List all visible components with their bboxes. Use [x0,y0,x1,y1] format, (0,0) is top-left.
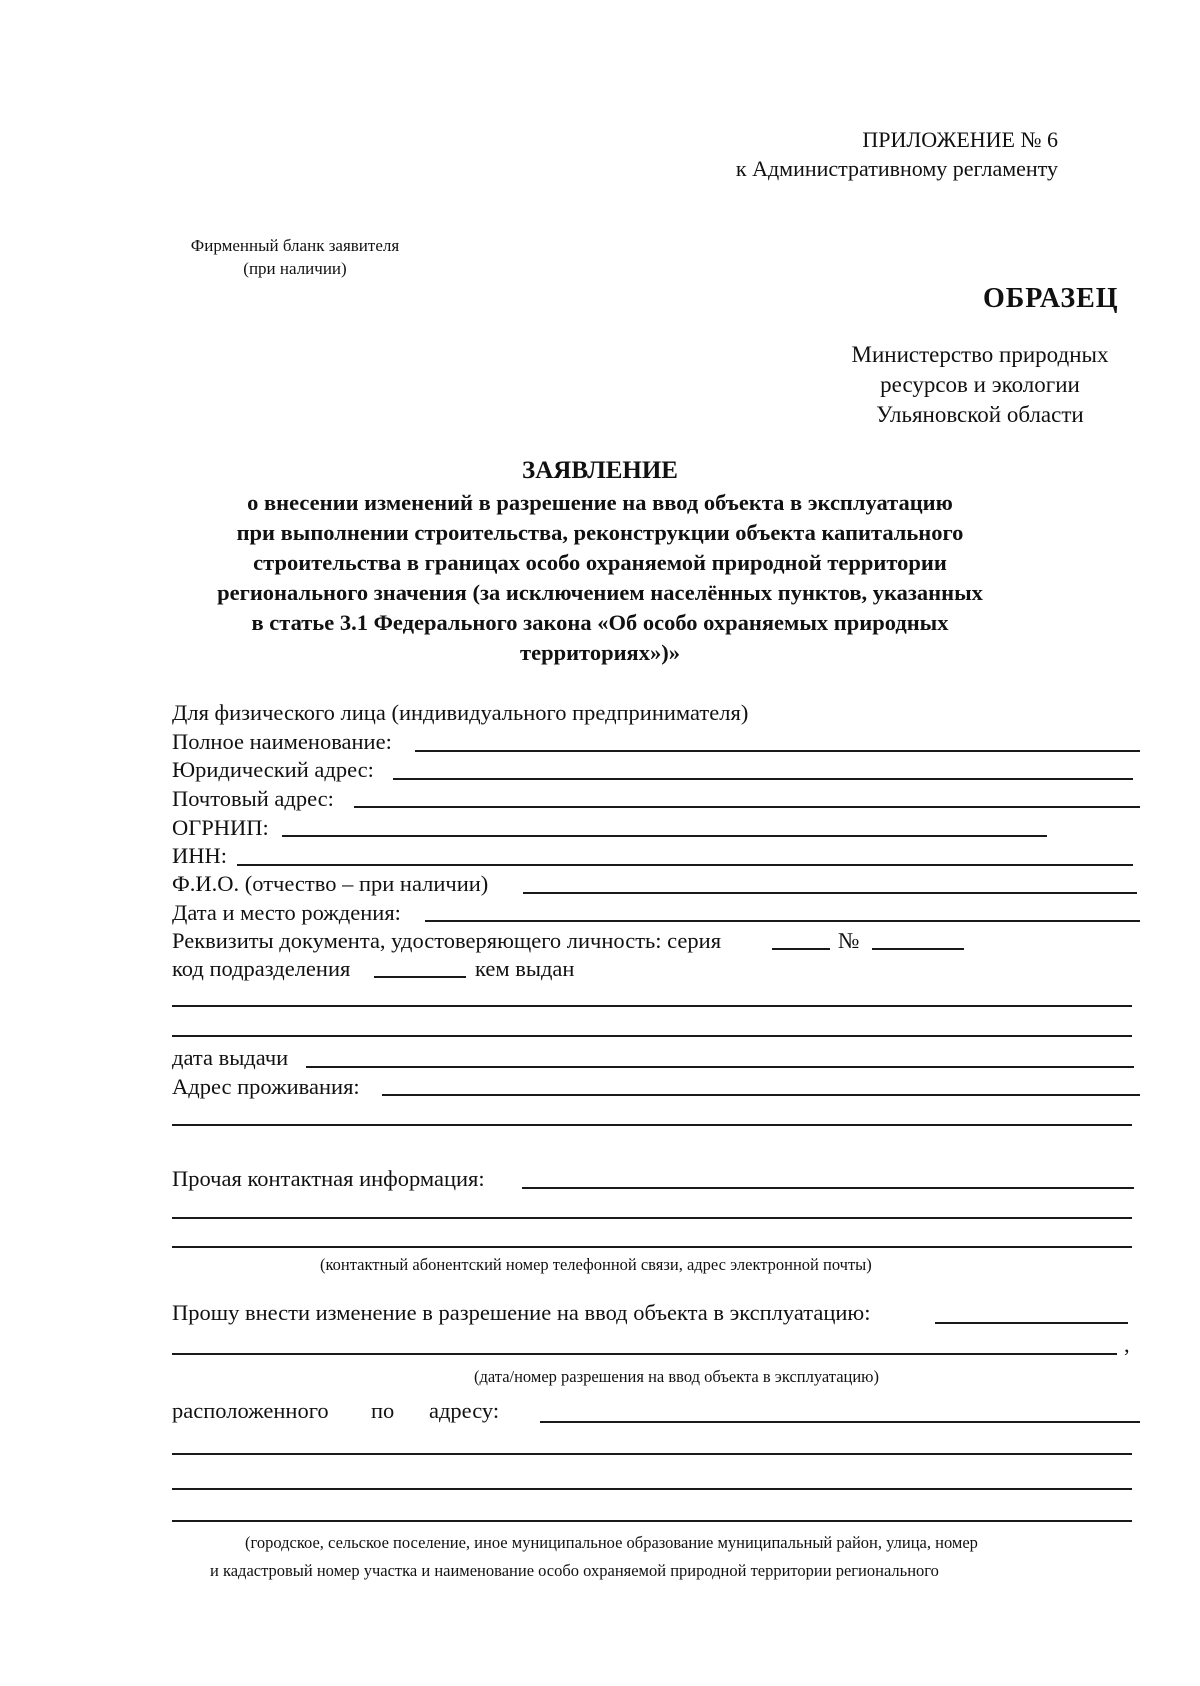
ministry-line-1: Министерство природных [851,342,1109,367]
address-hint-line-2: и кадастровый номер участка и наименование особо охраняемой природной территории регионального [210,1561,939,1580]
letterhead-label: Фирменный бланк заявителя [190,236,400,255]
section-label: Для физического лица (индивидуального предпринимателя) [172,700,749,725]
residence-field-line-2[interactable] [172,1124,1132,1126]
located-word-1: расположенного [172,1398,329,1423]
permit-field-line-2[interactable] [172,1353,1117,1355]
id-number-sign: № [838,928,860,953]
sample-label: ОБРАЗЕЦ [983,283,1119,314]
ministry-line-3: Ульяновской области [876,402,1084,427]
other-contacts-field-line-2[interactable] [172,1217,1132,1219]
address-field-line-3[interactable] [172,1488,1132,1490]
issue-date-label: дата выдачи [172,1045,289,1070]
full-name-label: Полное наименование: [172,729,392,754]
subtitle-line-3: строительства в границах особо охраняемой природной территории [253,550,947,575]
permit-field-line-1[interactable] [935,1322,1128,1324]
division-code-label: код подразделения [172,956,351,981]
birth-field[interactable] [425,920,1140,922]
address-field-line-2[interactable] [172,1453,1132,1455]
subtitle-line-2: при выполнении строительства, реконструкции объекта капитального [236,520,964,545]
permit-comma: , [1124,1332,1130,1357]
document-title: ЗАЯВЛЕНИЕ [522,457,678,484]
id-number-field[interactable] [872,948,964,950]
permit-hint: (дата/номер разрешения на ввод объекта в эксплуатацию) [474,1367,880,1386]
contacts-hint: (контактный абонентский номер телефонной связи, адрес электронной почты) [320,1255,872,1274]
address-hint-line-1: (городское, сельское поселение, иное муниципальное образование муниципальный район, улица, номер [245,1533,978,1552]
inn-field[interactable] [237,864,1133,866]
ogrnip-label: ОГРНИП: [172,815,269,840]
other-contacts-label: Прочая контактная информация: [172,1166,485,1191]
residence-field-line-1[interactable] [382,1094,1140,1096]
located-word-3: адресу: [429,1398,500,1423]
located-word-2: по [371,1398,395,1423]
subtitle-line-4: регионального значения (за исключением населённых пунктов, указанных [217,580,983,605]
address-field-line-1[interactable] [540,1421,1140,1423]
legal-address-field[interactable] [393,778,1133,780]
residence-label: Адрес проживания: [172,1074,360,1099]
issued-by-field-line-1[interactable] [172,1005,1132,1007]
division-code-field[interactable] [374,976,466,978]
appendix-reference: к Административному регламенту [735,156,1058,181]
full-name-field[interactable] [415,750,1140,752]
subtitle-line-5: в статье 3.1 Федерального закона «Об особо охраняемых природных [251,610,949,635]
id-document-label: Реквизиты документа, удостоверяющего личность: серия [172,928,722,953]
subtitle-line-1: о внесении изменений в разрешение на ввод объекта в эксплуатацию [247,490,953,515]
issued-by-field-line-2[interactable] [172,1035,1132,1037]
appendix-number: ПРИЛОЖЕНИЕ № 6 [862,127,1058,152]
letterhead-note: (при наличии) [243,259,347,278]
issue-date-field[interactable] [306,1066,1134,1068]
fio-field[interactable] [523,892,1137,894]
other-contacts-field-line-1[interactable] [522,1187,1134,1189]
birth-label: Дата и место рождения: [172,900,401,925]
postal-address-label: Почтовый адрес: [172,786,334,811]
inn-label: ИНН: [172,843,227,868]
postal-address-field[interactable] [354,806,1140,808]
issued-by-label: кем выдан [475,956,575,981]
subtitle-line-6: территориях»)» [520,640,680,665]
fio-label: Ф.И.О. (отчество – при наличии) [172,871,489,896]
ministry-line-2: ресурсов и экологии [880,372,1080,397]
legal-address-label: Юридический адрес: [172,757,374,782]
address-field-line-4[interactable] [172,1520,1132,1522]
ogrnip-field[interactable] [282,835,1047,837]
id-series-field[interactable] [772,948,830,950]
request-text: Прошу внести изменение в разрешение на ввод объекта в эксплуатацию: [172,1300,871,1325]
other-contacts-field-line-3[interactable] [172,1246,1132,1248]
